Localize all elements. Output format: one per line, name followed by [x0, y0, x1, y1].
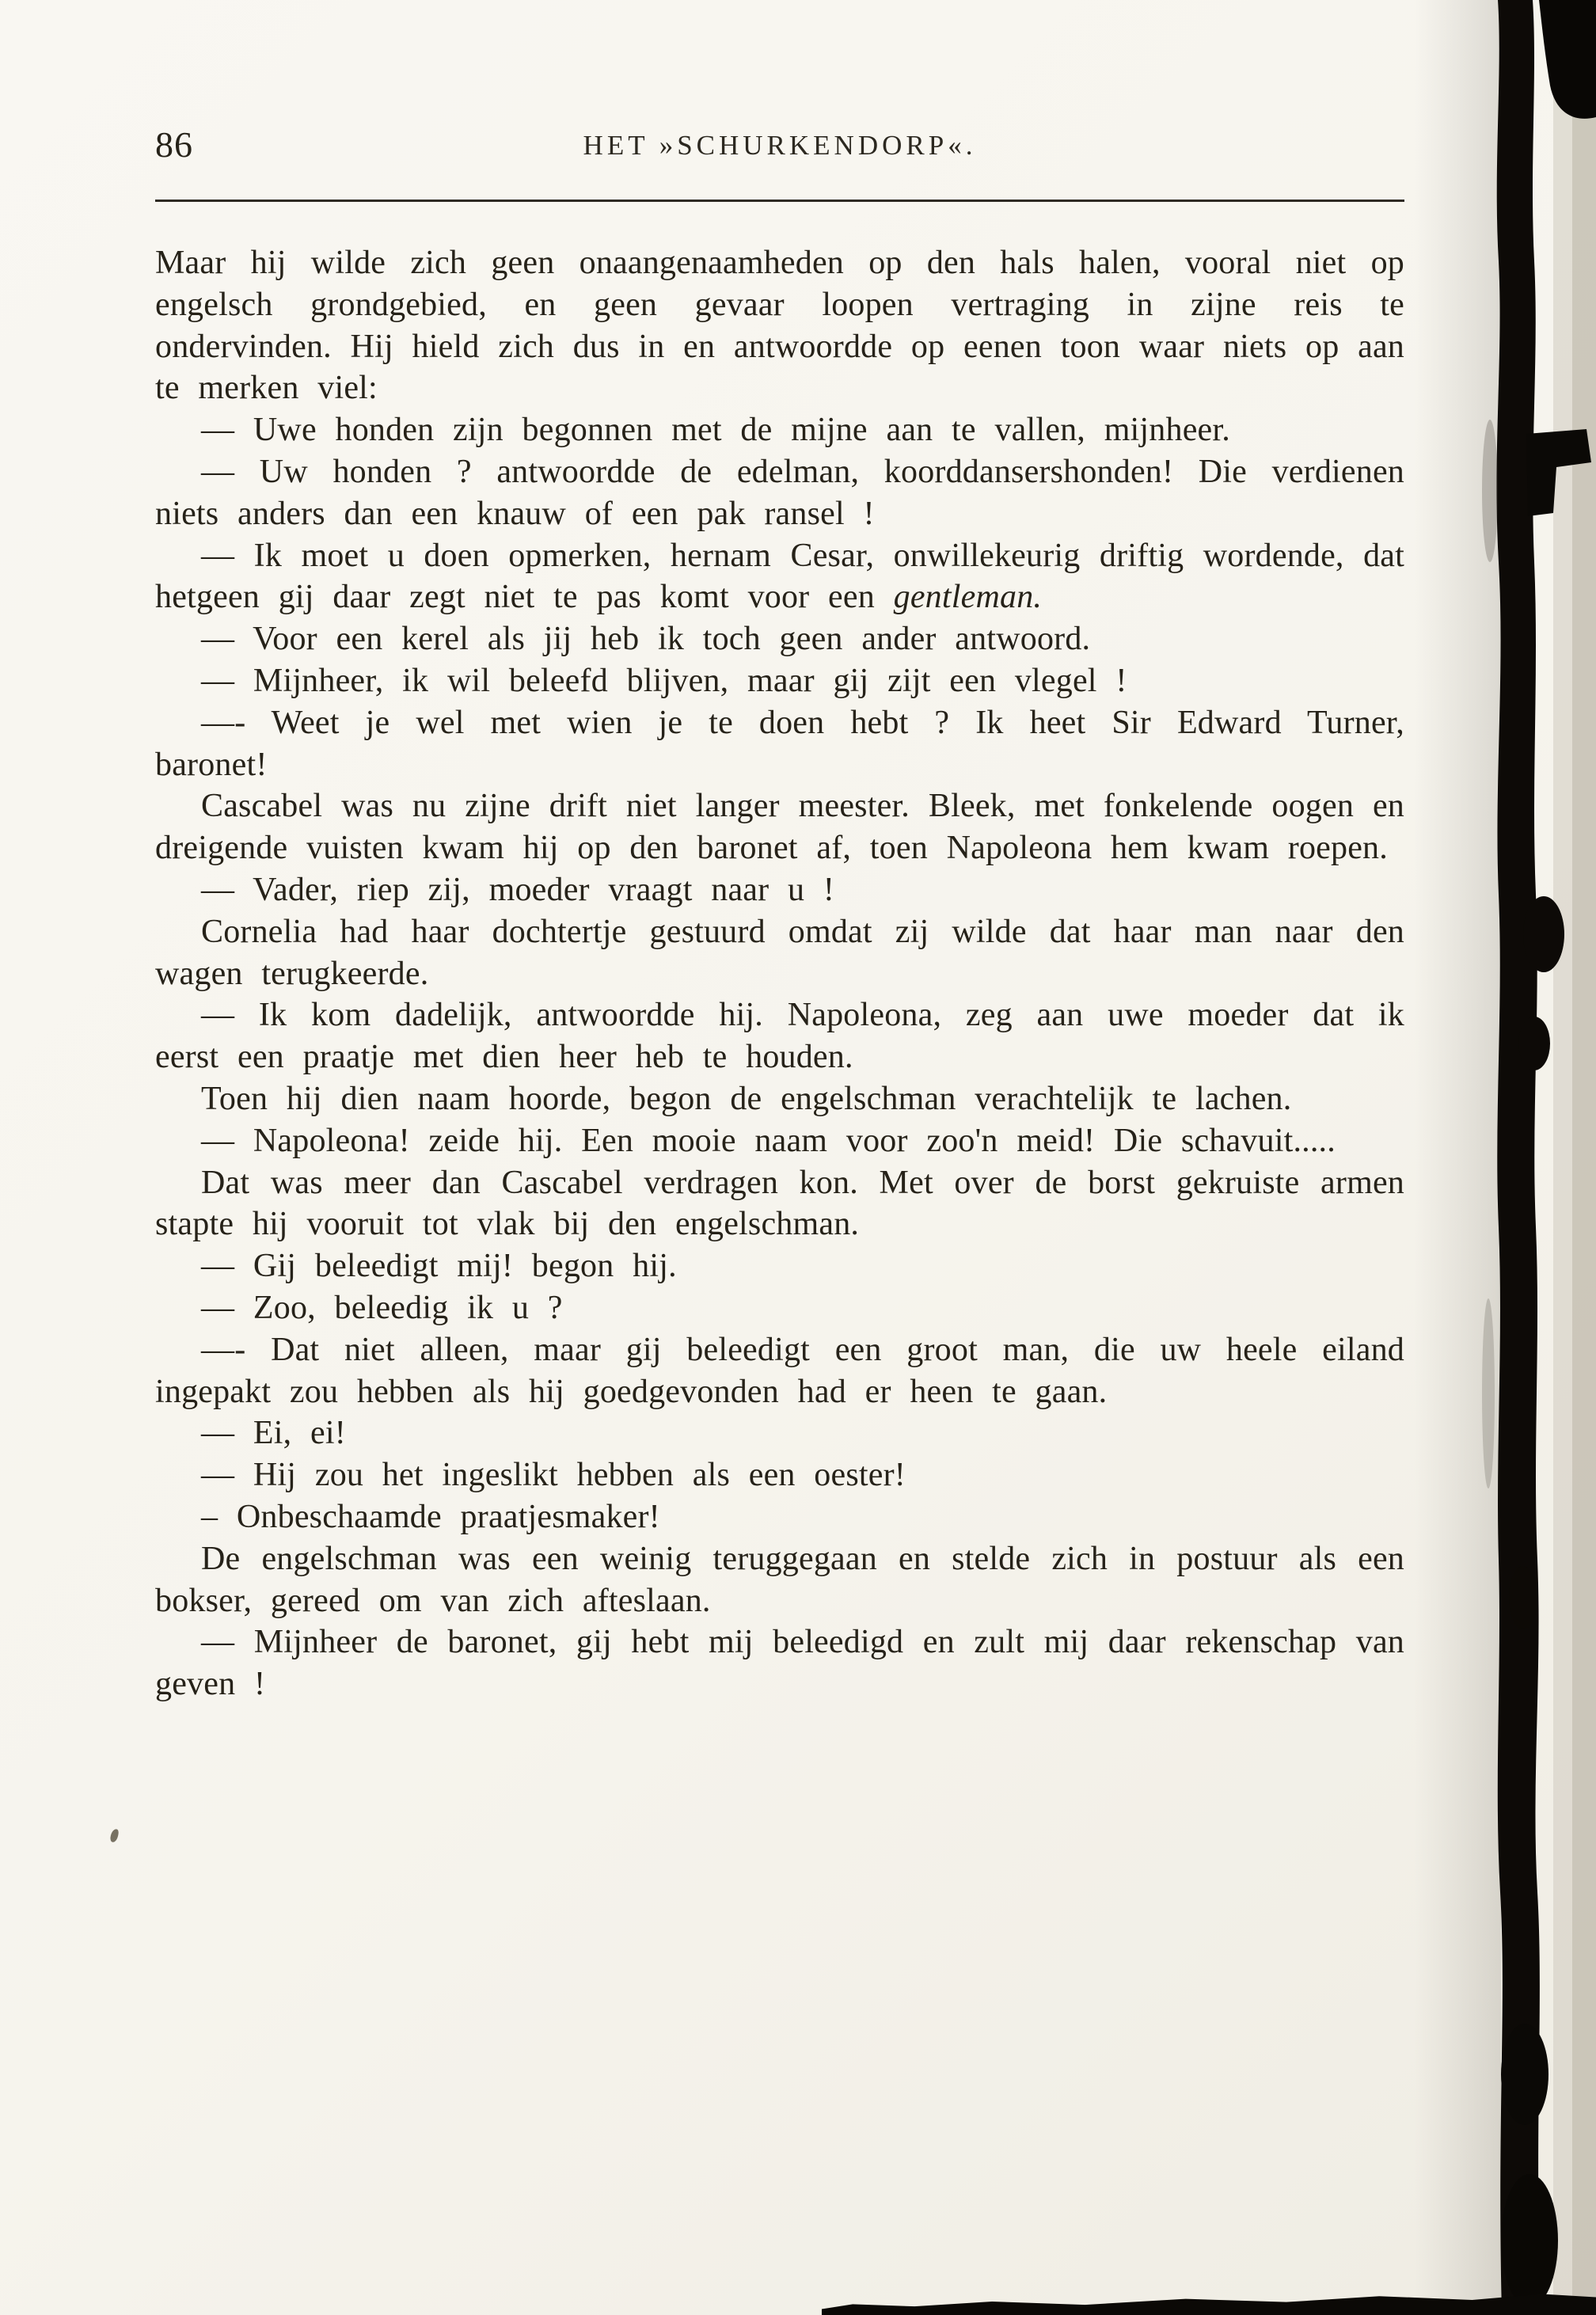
text-run: — Uwe honden zijn begonnen met de mijne aan te vallen, mijnheer.	[201, 412, 1230, 449]
paragraph	[155, 1078, 1404, 1120]
paragraph	[155, 1162, 1404, 1246]
paragraph	[155, 660, 1404, 702]
text-run: — Ei, ei!	[201, 1415, 346, 1452]
paragraph	[155, 1496, 1404, 1538]
paragraph	[155, 451, 1404, 535]
page-number: 86	[155, 124, 193, 165]
text-run: Cascabel was nu zijne drift niet langer meester. Bleek, met fonkelende oogen en dreigende vuisten kwam hij op den baronet af, toen Napoleona hem kwam roepen.	[155, 788, 1404, 867]
text-run: — Gij beleedigt mij! begon hij.	[201, 1248, 677, 1285]
paragraph	[155, 1621, 1404, 1705]
paragraph	[155, 785, 1404, 869]
paragraph	[155, 1120, 1404, 1162]
paragraph	[155, 869, 1404, 911]
text-run: — Mijnheer, ik wil beleefd blijven, maar gij zijt een vlegel !	[201, 662, 1127, 699]
paragraph	[155, 1329, 1404, 1413]
text-run: — Mijnheer de baronet, gij hebt mij beleedigd en zult mij daar rekenschap van geven !	[155, 1624, 1404, 1703]
text-run: — Ik moet u doen opmerken, hernam Cesar, onwillekeurig driftig wordende, dat hetgeen gij daar zegt niet te pas komt voor een	[155, 537, 1404, 616]
paragraph	[155, 535, 1404, 619]
paragraph	[155, 1412, 1404, 1454]
paragraph	[155, 1287, 1404, 1329]
scan-right-edge-artifact	[1477, 0, 1596, 2315]
paragraph	[155, 911, 1404, 995]
paragraph	[155, 618, 1404, 660]
text-run: — Vader, riep zij, moeder vraagt naar u !	[201, 871, 835, 908]
text-run: — Voor een kerel als jij heb ik toch geen ander antwoord.	[201, 621, 1091, 658]
paragraph	[155, 242, 1404, 409]
text-run: – Onbeschaamde praatjesmaker!	[201, 1498, 660, 1535]
text-run: —- Weet je wel met wien je te doen hebt ? Ik heet Sir Edward Turner, baronet!	[155, 704, 1404, 783]
text-run: Maar hij wilde zich geen onaangenaamheden op den hals halen, vooral niet op engelsch grondgebied, en geen gevaar loopen vertraging in zijne reis te ondervinden. Hij hield zich dus in en antwoordde op eenen toon waar niets op aan te merken viel:	[155, 245, 1404, 407]
text-run: Toen hij dien naam hoorde, begon de engelschman verachtelijk te lachen.	[201, 1080, 1292, 1117]
scan-speck-artifact	[109, 1828, 120, 1843]
paragraph	[155, 1538, 1404, 1622]
text-block	[155, 242, 1404, 1705]
text-run: — Uw honden ? antwoordde de edelman, koorddansershonden! Die verdienen niets anders dan een knauw of een pak ransel !	[155, 453, 1404, 532]
text-run: De engelschman was een weinig teruggegaan en stelde zich in postuur als een bokser, gereed om van zich afteslaan.	[155, 1540, 1404, 1619]
paragraph	[155, 1245, 1404, 1287]
text-run: — Ik kom dadelijk, antwoordde hij. Napoleona, zeg aan uwe moeder dat ik eerst een praatje met dien heer heb te houden.	[155, 997, 1404, 1076]
paragraph	[155, 1454, 1404, 1496]
text-run: — Napoleona! zeide hij. Een mooie naam voor zoo'n meid! Die schavuit.....	[201, 1122, 1336, 1159]
paragraph	[155, 994, 1404, 1078]
paragraph	[155, 702, 1404, 786]
text-run: Dat was meer dan Cascabel verdragen kon. Met over de borst gekruiste armen stapte hij vooruit tot vlak bij den engelschman.	[155, 1164, 1404, 1243]
text-run: —- Dat niet alleen, maar gij beleedigt een groot man, die uw heele eiland ingepakt zou hebben als hij goedgevonden had er heen te gaan.	[155, 1331, 1404, 1410]
text-run: Cornelia had haar dochtertje gestuurd omdat zij wilde dat haar man naar den wagen terugkeerde.	[155, 913, 1404, 992]
running-title: HET »SCHURKENDORP«.	[583, 130, 977, 161]
running-header	[155, 124, 1404, 174]
paragraph	[155, 409, 1404, 451]
text-run: — Zoo, beleedig ik u ?	[201, 1289, 563, 1326]
header-rule	[155, 200, 1404, 202]
text-run: — Hij zou het ingeslikt hebben als een oester!	[201, 1457, 906, 1494]
italic-text-run: gentleman.	[893, 579, 1043, 616]
